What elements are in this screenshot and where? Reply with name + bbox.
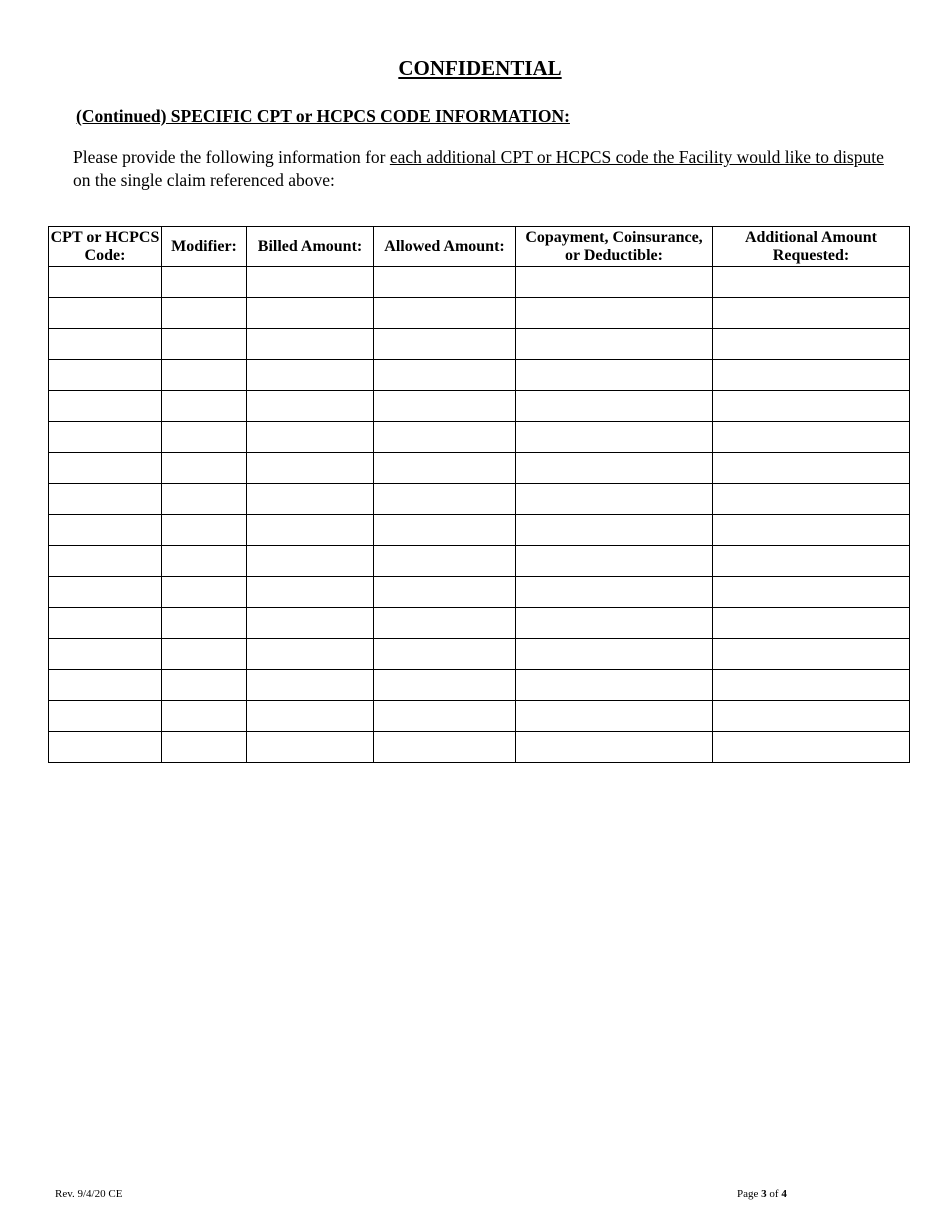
instructions-prefix: Please provide the following information for	[73, 147, 390, 167]
page-label: Page	[737, 1188, 759, 1200]
additional-amount-cell[interactable]	[713, 422, 910, 453]
table-row	[49, 577, 910, 608]
modifier-cell[interactable]	[162, 453, 247, 484]
header-copayment: Copayment, Coinsurance, or Deductible:	[516, 227, 713, 267]
cpt-code-cell[interactable]	[49, 391, 162, 422]
copayment-cell[interactable]	[516, 577, 713, 608]
allowed-amount-cell[interactable]	[374, 453, 516, 484]
billed-amount-cell[interactable]	[247, 639, 374, 670]
allowed-amount-cell[interactable]	[374, 732, 516, 763]
table-row	[49, 453, 910, 484]
allowed-amount-cell[interactable]	[374, 546, 516, 577]
allowed-amount-cell[interactable]	[374, 422, 516, 453]
table-row	[49, 267, 910, 298]
cpt-code-cell[interactable]	[49, 484, 162, 515]
copayment-cell[interactable]	[516, 329, 713, 360]
instructions-paragraph	[73, 146, 893, 192]
table-row	[49, 701, 910, 732]
allowed-amount-cell[interactable]	[374, 298, 516, 329]
modifier-cell[interactable]	[162, 267, 247, 298]
copayment-cell[interactable]	[516, 391, 713, 422]
copayment-cell[interactable]	[516, 701, 713, 732]
table-row	[49, 329, 910, 360]
header-billed-amount: Billed Amount:	[247, 227, 374, 267]
modifier-cell[interactable]	[162, 422, 247, 453]
table-row	[49, 298, 910, 329]
additional-amount-cell[interactable]	[713, 701, 910, 732]
copayment-cell[interactable]	[516, 360, 713, 391]
copayment-cell[interactable]	[516, 298, 713, 329]
billed-amount-cell[interactable]	[247, 732, 374, 763]
additional-amount-cell[interactable]	[713, 732, 910, 763]
cpt-code-cell[interactable]	[49, 298, 162, 329]
billed-amount-cell[interactable]	[247, 577, 374, 608]
allowed-amount-cell[interactable]	[374, 670, 516, 701]
page-title: CONFIDENTIAL	[398, 56, 562, 80]
copayment-cell[interactable]	[516, 453, 713, 484]
billed-amount-cell[interactable]	[247, 360, 374, 391]
copayment-cell[interactable]	[516, 639, 713, 670]
additional-amount-cell[interactable]	[713, 515, 910, 546]
copayment-cell[interactable]	[516, 670, 713, 701]
cpt-code-cell[interactable]	[49, 329, 162, 360]
allowed-amount-cell[interactable]	[374, 515, 516, 546]
billed-amount-cell[interactable]	[247, 608, 374, 639]
table-row	[49, 484, 910, 515]
billed-amount-cell[interactable]	[247, 267, 374, 298]
cpt-code-table	[48, 226, 910, 763]
cpt-code-cell[interactable]	[49, 732, 162, 763]
allowed-amount-cell[interactable]	[374, 577, 516, 608]
table-row	[49, 670, 910, 701]
instructions-suffix: on the single claim referenced above:	[73, 170, 335, 190]
cpt-code-cell[interactable]	[49, 577, 162, 608]
table-body	[49, 267, 910, 763]
additional-amount-cell[interactable]	[713, 267, 910, 298]
additional-amount-cell[interactable]	[713, 546, 910, 577]
modifier-cell[interactable]	[162, 298, 247, 329]
cpt-code-cell[interactable]	[49, 546, 162, 577]
table-row	[49, 732, 910, 763]
page-number-footer	[737, 1188, 787, 1200]
billed-amount-cell[interactable]	[247, 701, 374, 732]
copayment-cell[interactable]	[516, 484, 713, 515]
additional-amount-cell[interactable]	[713, 608, 910, 639]
table-row	[49, 546, 910, 577]
page-of: of	[769, 1188, 779, 1200]
section-heading: (Continued) SPECIFIC CPT or HCPCS CODE INFORMATION:	[76, 106, 570, 126]
copayment-cell[interactable]	[516, 267, 713, 298]
billed-amount-cell[interactable]	[247, 391, 374, 422]
modifier-cell[interactable]	[162, 670, 247, 701]
cpt-code-cell[interactable]	[49, 453, 162, 484]
allowed-amount-cell[interactable]	[374, 608, 516, 639]
cpt-code-cell[interactable]	[49, 422, 162, 453]
additional-amount-cell[interactable]	[713, 453, 910, 484]
allowed-amount-cell[interactable]	[374, 391, 516, 422]
billed-amount-cell[interactable]	[247, 670, 374, 701]
additional-amount-cell[interactable]	[713, 670, 910, 701]
cpt-code-cell[interactable]	[49, 639, 162, 670]
modifier-cell[interactable]	[162, 608, 247, 639]
billed-amount-cell[interactable]	[247, 422, 374, 453]
modifier-cell[interactable]	[162, 701, 247, 732]
additional-amount-cell[interactable]	[713, 639, 910, 670]
modifier-cell[interactable]	[162, 732, 247, 763]
copayment-cell[interactable]	[516, 422, 713, 453]
copayment-cell[interactable]	[516, 608, 713, 639]
instructions-underlined: each additional CPT or HCPCS code the Facility would like to dispute	[389, 147, 884, 167]
revision-footer: Rev. 9/4/20 CE	[55, 1188, 123, 1200]
table-row	[49, 608, 910, 639]
header-additional-amount: Additional Amount Requested:	[713, 227, 910, 267]
additional-amount-cell[interactable]	[713, 577, 910, 608]
header-cpt-code: CPT or HCPCS Code:	[49, 227, 162, 267]
table-row	[49, 360, 910, 391]
billed-amount-cell[interactable]	[247, 298, 374, 329]
modifier-cell[interactable]	[162, 484, 247, 515]
allowed-amount-cell[interactable]	[374, 701, 516, 732]
table-header-row	[49, 227, 910, 267]
copayment-cell[interactable]	[516, 515, 713, 546]
allowed-amount-cell[interactable]	[374, 267, 516, 298]
cpt-code-cell[interactable]	[49, 267, 162, 298]
allowed-amount-cell[interactable]	[374, 639, 516, 670]
billed-amount-cell[interactable]	[247, 546, 374, 577]
billed-amount-cell[interactable]	[247, 484, 374, 515]
additional-amount-cell[interactable]	[713, 360, 910, 391]
additional-amount-cell[interactable]	[713, 298, 910, 329]
cpt-code-cell[interactable]	[49, 360, 162, 391]
billed-amount-cell[interactable]	[247, 515, 374, 546]
table-row	[49, 391, 910, 422]
modifier-cell[interactable]	[162, 577, 247, 608]
additional-amount-cell[interactable]	[713, 329, 910, 360]
modifier-cell[interactable]	[162, 391, 247, 422]
header-allowed-amount: Allowed Amount:	[374, 227, 516, 267]
modifier-cell[interactable]	[162, 639, 247, 670]
allowed-amount-cell[interactable]	[374, 329, 516, 360]
allowed-amount-cell[interactable]	[374, 360, 516, 391]
cpt-code-cell[interactable]	[49, 608, 162, 639]
modifier-cell[interactable]	[162, 329, 247, 360]
page-total: 4	[781, 1188, 787, 1200]
header-modifier: Modifier:	[162, 227, 247, 267]
allowed-amount-cell[interactable]	[374, 484, 516, 515]
additional-amount-cell[interactable]	[713, 391, 910, 422]
billed-amount-cell[interactable]	[247, 453, 374, 484]
additional-amount-cell[interactable]	[713, 484, 910, 515]
table-row	[49, 422, 910, 453]
cpt-code-cell[interactable]	[49, 701, 162, 732]
modifier-cell[interactable]	[162, 546, 247, 577]
table-row	[49, 515, 910, 546]
table-row	[49, 639, 910, 670]
copayment-cell[interactable]	[516, 732, 713, 763]
cpt-code-cell[interactable]	[49, 670, 162, 701]
billed-amount-cell[interactable]	[247, 329, 374, 360]
modifier-cell[interactable]	[162, 360, 247, 391]
modifier-cell[interactable]	[162, 515, 247, 546]
copayment-cell[interactable]	[516, 546, 713, 577]
cpt-code-cell[interactable]	[49, 515, 162, 546]
page-current: 3	[761, 1188, 767, 1200]
